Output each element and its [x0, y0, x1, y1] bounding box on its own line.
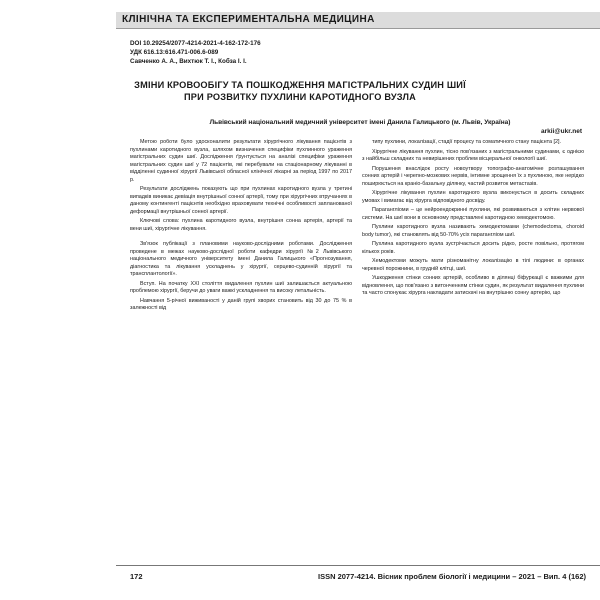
doi: DOI 10.29254/2077-4214-2021-4-162-172-176 — [130, 40, 261, 47]
paragraph: Зв'язок публікації з плановими науково-дослідними роботами. Дослідження проведене в межах науково-дослідної роботи кафедри хірургії №2 Львівського національного медичного університету імені Данила Галицького «Прогнозування, діагностика та лікування ускладнень у хірургії, серцево-судинній хірургії та трансплантології». — [130, 241, 352, 277]
text-column-right — [362, 139, 584, 557]
paragraph: Результати досліджень показують що при пухлинах каротидного вузла у третині випадків виникає девіація внутрішньої сонної артерії, тому при хірургічних втручаннях в даному контингенті пацієнтів необхідно враховувати технічні особливості запланованої деформації внутрішньої сонної артерії. — [130, 186, 352, 215]
page-number: 172 — [130, 572, 143, 581]
section-title: КЛІНІЧНА ТА ЕКСПЕРИМЕНТАЛЬНА МЕДИЦИНА — [122, 14, 375, 25]
paragraph: Хірургічне лікування пухлин каротидного вузла виконується в досить складних умовах і вимагає від хірурга відповідного досвіду. — [362, 190, 584, 204]
paragraph: Метою роботи було удосконалити результати хірургічного лікування пацієнтів з пухлинами каротидного вузла, шляхом визначення специфіки пухлинного ураження магістральних судин шиї. Дослідження ґрунтується на аналізі специфіки ураження магістральних судин шиї у 72 пацієнтів, які перебували на стаціонарному лікуванні в відділенні судинної хірургії Львівської обласної клінічної лікарні за період 1997 по 2017 р. — [130, 139, 352, 183]
paragraph: Вступ. На початку XXI століття видалення пухлин шиї залишається актуальною проблемою хірургії, беручи до уваги важкі ускладнення та високу летальність. — [130, 280, 352, 294]
paragraph: Пухлини каротидного вузла називають хемодектомами (chemodectoma, choroid body tumor), які становлять від 50-70% усіх парагангліом шиї. — [362, 224, 584, 238]
authors: Савченко А. А., Вихтюк Т. І., Кобза І. І. — [130, 58, 247, 65]
article-title: ЗМІНИ КРОВООБІГУ ТА ПОШКОДЖЕННЯ МАГІСТРАЛЬНИХ СУДИН ШИЇ ПРИ РОЗВИТКУ ПУХЛИНИ КАРОТИДНОГО ВУЗЛА — [134, 80, 466, 102]
author-email: arkii@ukr.net — [540, 128, 582, 135]
paragraph: Ключові слова: пухлина каротидного вузла, внутрішня сонна артерія, артерії та вени шиї, хірургічне лікування. — [130, 218, 352, 232]
journal-info: ISSN 2077-4214. Вісник проблем біології і медицини – 2021 – Вип. 4 (162) — [317, 572, 586, 581]
paragraph: типу пухлини, локалізації, стадії процесу та соматичного стану пацієнта [2]. — [372, 139, 562, 145]
paragraph: Ушкодження стінки сонних артерій, особливо в ділянці біфуркації є важкими для відновлення, що пов'язано з витонченням стінки судин, як результат видалення пухлини та часто спонукає хірурга накладати затискачі на внутрішню сонну артерію, що — [362, 275, 584, 296]
paragraph: Хірургічне лікування пухлин, тісно пов'язаних з магістральними судинами, є однією з найбільш складних та невирішених проблем вісцеральної онкології шиї. — [362, 148, 584, 162]
section-header — [116, 12, 600, 29]
paragraph: Пухлина каротидного вузла зустрічається досить рідко, росте повільно, протягом кількох років. — [362, 241, 584, 255]
paragraph: Хемодектоми можуть мати різноманітну локалізацію в тілі людини: в органах черевної порожнини, в грудній клітці, шиї. — [362, 258, 584, 272]
affiliation: Львівський національний медичний університет імені Данила Галицького (м. Львів, Україна) — [209, 119, 511, 126]
paragraph: Навчання 5-річної виживаності у даній групі хворих становить від 30 до 75 % в залежності від — [130, 297, 352, 311]
paragraph: Порушення внаслідок росту новоутвору топографо-анатомічне розташування сонних артерій і черепно-мозкових нервів, інтимне зрощення їх з пухлиною, яке нерідко поширюється на краніо-базальну ділянку, частий розвиток метастазів. — [362, 165, 584, 187]
footer-divider — [116, 565, 600, 566]
paragraph: Параганглiоми – це нейроендокринні пухлини, які розвиваються з клітин нервової системи. На шиї вони в основному представлені каротидною хемодектомою. — [362, 207, 584, 221]
text-column-left — [130, 139, 352, 557]
udc: УДК 616.13:616.471-006.6-089 — [130, 49, 219, 56]
